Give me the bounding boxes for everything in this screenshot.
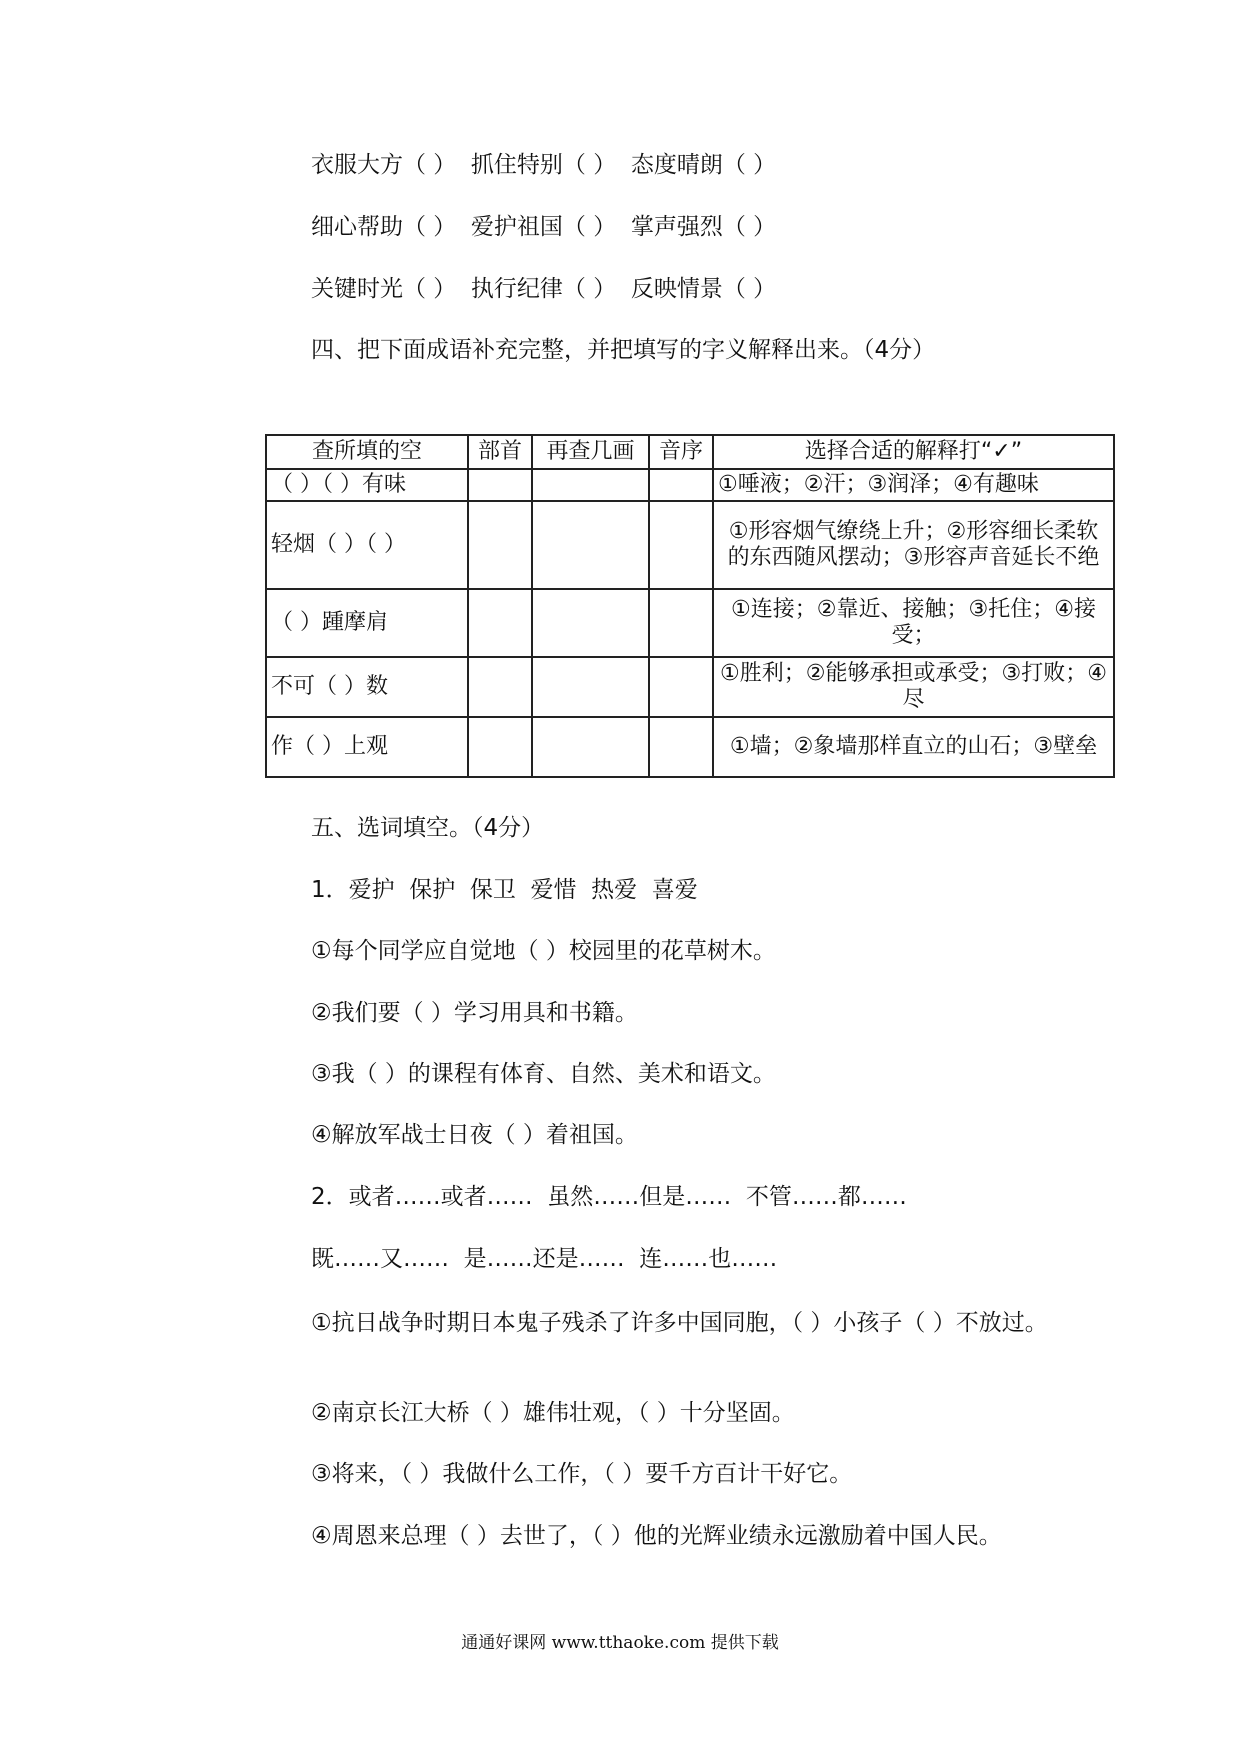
- row-radical-cell[interactable]: [468, 589, 532, 657]
- header-phonetic: 音序: [649, 435, 713, 469]
- row-explain: ①形容烟气缭绕上升；②形容细长柔软的东西随风摆动；③形容声音延长不绝: [713, 501, 1114, 589]
- row-strokes-cell[interactable]: [532, 657, 649, 717]
- section3-line-3: 关键时光（ ） 执行纪律（ ） 反映情景（ ）: [311, 276, 777, 302]
- table-row: [266, 501, 1114, 589]
- section3-line-1: 衣服大方（ ） 抓住特别（ ） 态度晴朗（ ）: [311, 152, 777, 178]
- page-footer: 通通好课网 www.tthaoke.com 提供下载: [461, 1633, 779, 1653]
- header-explain: 选择合适的解释打“✓”: [713, 435, 1114, 469]
- table-row: [266, 589, 1114, 657]
- group2-item-4: ④周恩来总理（ ）去世了，（ ）他的光辉业绩永远激励着中国人民。: [311, 1523, 1002, 1549]
- group1-item-3: ③我（ ）的课程有体育、自然、美术和语文。: [311, 1061, 776, 1087]
- section5-heading: 五、选词填空。（4分）: [311, 815, 545, 841]
- group1-item-4: ④解放军战士日夜（ ）着祖国。: [311, 1122, 638, 1148]
- row-radical-cell[interactable]: [468, 717, 532, 777]
- row-explain: ①胜利；②能够承担或承受；③打败；④尽: [713, 657, 1114, 717]
- row-phonetic-cell[interactable]: [649, 501, 713, 589]
- group2-item-3: ③将来，（ ）我做什么工作，（ ）要千方百计干好它。: [311, 1461, 853, 1487]
- row-explain: ①连接；②靠近、接触；③托住；④接受；: [713, 589, 1114, 657]
- group1-item-1: ①每个同学应自觉地（ ）校园里的花草树木。: [311, 938, 776, 964]
- header-strokes: 再查几画: [532, 435, 649, 469]
- row-phonetic-cell[interactable]: [649, 589, 713, 657]
- row-strokes-cell[interactable]: [532, 501, 649, 589]
- row-strokes-cell[interactable]: [532, 717, 649, 777]
- row-phonetic-cell[interactable]: [649, 469, 713, 501]
- table-row: [266, 469, 1114, 501]
- row-strokes-cell[interactable]: [532, 589, 649, 657]
- row-strokes-cell[interactable]: [532, 469, 649, 501]
- section4-heading: 四、把下面成语补充完整，并把填写的字义解释出来。（4分）: [311, 337, 936, 363]
- row-radical-cell[interactable]: [468, 469, 532, 501]
- table-header-row: [266, 435, 1114, 469]
- row-word: （ ）（ ）有味: [266, 469, 468, 501]
- row-phonetic-cell[interactable]: [649, 657, 713, 717]
- table-row: [266, 717, 1114, 777]
- row-phonetic-cell[interactable]: [649, 717, 713, 777]
- row-radical-cell[interactable]: [468, 501, 532, 589]
- header-radical: 部首: [468, 435, 532, 469]
- row-radical-cell[interactable]: [468, 657, 532, 717]
- row-word: 作（ ）上观: [266, 717, 468, 777]
- group1-item-2: ②我们要（ ）学习用具和书籍。: [311, 1000, 638, 1026]
- table-row: [266, 657, 1114, 717]
- row-explain: ①墙；②象墙那样直立的山石；③壁垒: [713, 717, 1114, 777]
- row-word: 不可（ ）数: [266, 657, 468, 717]
- row-word: 轻烟（ ）（ ）: [266, 501, 468, 589]
- header-word: 查所填的空: [266, 435, 468, 469]
- idiom-table: [265, 434, 1115, 778]
- group2-word-list-1: 2．或者……或者…… 虽然……但是…… 不管……都……: [311, 1184, 907, 1210]
- section3-line-2: 细心帮助（ ） 爱护祖国（ ） 掌声强烈（ ）: [311, 214, 777, 240]
- group2-item-2: ②南京长江大桥（ ）雄伟壮观，（ ）十分坚固。: [311, 1400, 795, 1426]
- group2-item-1: ①抗日战争时期日本鬼子残杀了许多中国同胞，（ ）小孩子（ ）不放过。: [311, 1310, 1048, 1336]
- row-explain: ①唾液；②汗；③润泽；④有趣味: [713, 469, 1114, 501]
- row-word: （ ）踵摩肩: [266, 589, 468, 657]
- group1-word-list: 1．爱护 保护 保卫 爱惜 热爱 喜爱: [311, 877, 698, 903]
- group2-word-list-2: 既……又…… 是……还是…… 连……也……: [311, 1246, 778, 1272]
